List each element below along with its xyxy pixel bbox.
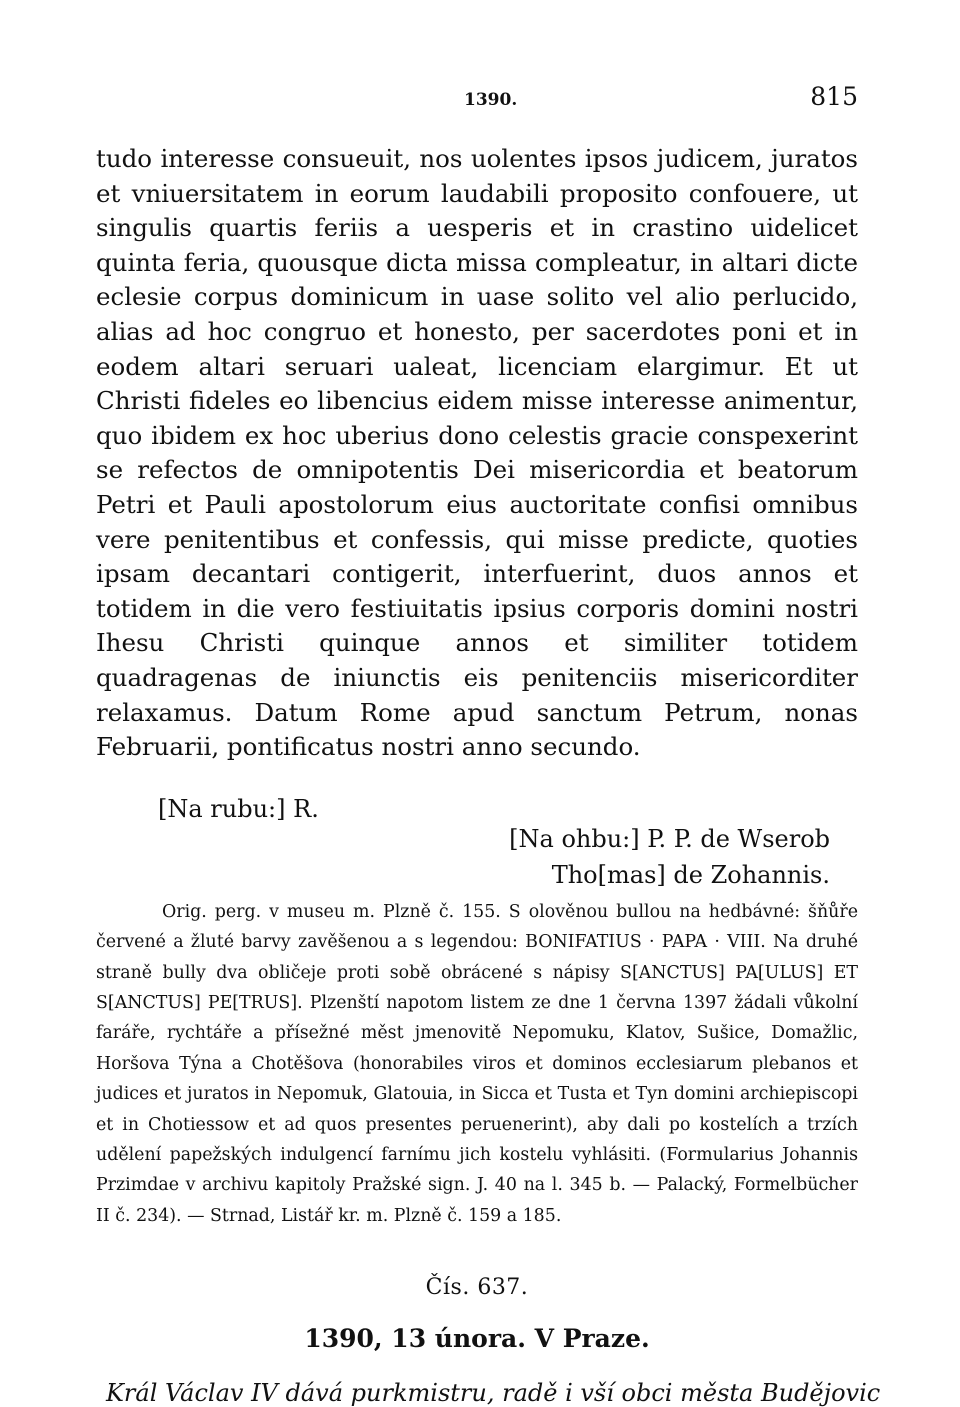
margin-note-rubu: [Na rubu:] R.	[158, 794, 319, 823]
page-year: 1390.	[464, 90, 518, 110]
fold-note-line-2: Tho[mas] de Zohannis.	[551, 860, 830, 889]
fold-note-line-1: [Na ohbu:] P. P. de Wserob	[509, 824, 830, 853]
charter-text	[96, 142, 858, 765]
dorsal-notes	[96, 765, 858, 895]
document-date-place: 1390, 13 února. V Praze.	[304, 1324, 650, 1354]
source-footnote: Orig. perg. v museu m. Plzně č. 155. S olověnou bullou na hedbávné: šňůře červené a žluté barvy zavěšenou a s legendou: BONIFATIUS · PAPA · VIII. Na druhé straně bully dva obličeje proti sobě obrácené s nápisy S[ANCTUS] PA[ULUS] ET S[ANCTUS] PE[TRUS]. Plzenští napotom listem ze dne 1 června 1397 žádali vůkolní faráře, rychtáře a přísežné měst jmenovitě Nepomuku, Klatov, Sušice, Domažlic, Horšova Týna a Chotěšova (honorabiles viros et dominos ecclesiarum plebanos et judices et juratos in Nepomuk, Glatouia, in Sicca et Tusta et Tyn domini archiepiscopi et in Chotiessow et ad quos presentes peruenerint), aby dali po kostelích a trzích udělení papežských indulgencí farnímu jich kostelu vyhlásiti. (Formularius Johannis Przimdae v archivu kapitoly Pražské sign. J. 40 na l. 345 b. — Palacký, Formelbücher II č. 234). — Strnad, Listář kr. m. Plzně č. 159 a 185.	[96, 901, 858, 1226]
page-number: 815	[810, 82, 858, 111]
charter-paragraph: tudo interesse consueuit, nos uolentes ipsos judicem, juratos et vniuersitatem in eorum laudabili proposito confouere, ut singulis quartis feriis a uesperis et in crastino uidelicet quinta feria, quousque dicta missa compleatur, in altari dicte eclesie corpus dominicum in uase solito vel alio perlucido, alias ad hoc congruo et honesto, per sacerdotes poni et in eodem altari seruari ualeat, licenciam elargimur. Et ut Christi fideles eo libencius eidem misse interesse animentur, quo ibidem ex hoc uberius dono celestis gracie conspexerint se refectos de omnipotentis Dei misericordia et beatorum Petri et Pauli apostolorum eius auctoritate confisi omnibus vere penitentibus et confessis, qui misse predicte, quoties ipsam decantari contigerit, interfuerint, duos annos et totidem in die vero festiuitatis ipsius corporis domini nostri Ihesu Christi quinque annos et similiter totidem quadragenas de iniunctis eis penitenciis misericorditer relaxamus. Datum Rome apud sanctum Petrum, nonas Februarii, pontificatus nostri anno secundo.	[96, 144, 858, 762]
fold-note-ohbu	[509, 821, 830, 893]
running-head	[96, 72, 858, 118]
document-regest: Král Václav IV dává purkmistru, radě i vší obci města Budějovic	[106, 1379, 881, 1407]
document-page	[96, 72, 881, 1407]
document-number: Čís. 637.	[425, 1275, 529, 1301]
